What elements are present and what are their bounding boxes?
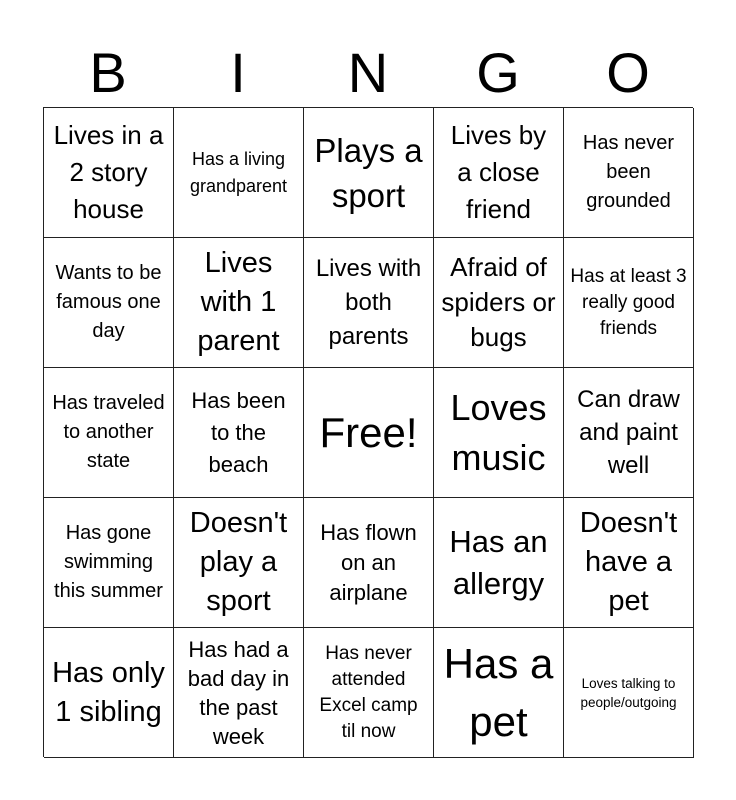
bingo-cell free-space[interactable] — [304, 368, 434, 498]
cell-text: Has only 1 sibling — [52, 656, 165, 728]
bingo-cell[interactable] — [174, 108, 304, 238]
cell-text: Has never been grounded — [582, 132, 675, 212]
bingo-cell[interactable] — [44, 108, 174, 238]
cell-text: Has an allergy — [449, 523, 548, 601]
cell-text: Plays a sport — [314, 131, 423, 214]
cell-text: Has flown on an airplane — [320, 519, 417, 605]
bingo-cell[interactable] — [434, 238, 564, 368]
bingo-cell[interactable] — [44, 238, 174, 368]
bingo-cell[interactable] — [434, 628, 564, 758]
bingo-cell[interactable] — [434, 368, 564, 498]
cell-text: Has a pet — [443, 639, 554, 745]
cell-text: Lives with 1 parent — [197, 247, 280, 357]
cell-text: Has had a bad day in the past week — [187, 636, 290, 749]
cell-text: Has been to the beach — [191, 387, 286, 477]
cell-text: Has gone swimming this summer — [54, 522, 163, 602]
cell-text: Doesn't have a pet — [579, 507, 678, 617]
bingo-cell[interactable] — [44, 628, 174, 758]
header-letter-i: I — [230, 41, 246, 104]
cell-text: Lives with both parents — [315, 254, 422, 350]
bingo-cell[interactable] — [44, 498, 174, 628]
bingo-cell[interactable] — [434, 498, 564, 628]
header-letter-g: G — [476, 41, 520, 104]
cell-text: Loves music — [450, 386, 547, 478]
cell-text: Afraid of spiders or bugs — [441, 252, 556, 352]
bingo-cell[interactable] — [564, 628, 694, 758]
bingo-cell[interactable] — [564, 108, 694, 238]
cell-text: Lives by a close friend — [450, 120, 547, 224]
cell-text: Has a living grandparent — [189, 148, 288, 196]
bingo-cell[interactable] — [304, 108, 434, 238]
cell-text: Has traveled to another state — [52, 392, 165, 472]
bingo-cell[interactable] — [174, 238, 304, 368]
cell-text: Lives in a 2 story house — [53, 120, 164, 224]
header-letter-n: N — [347, 41, 389, 104]
bingo-cell[interactable] — [174, 628, 304, 758]
bingo-card-grid — [43, 107, 693, 757]
bingo-cell[interactable] — [44, 368, 174, 498]
bingo-cell[interactable] — [174, 368, 304, 498]
bingo-cell[interactable] — [564, 498, 694, 628]
bingo-cell[interactable] — [304, 628, 434, 758]
bingo-cell[interactable] — [434, 108, 564, 238]
free-space-text: Free! — [319, 408, 418, 456]
bingo-cell[interactable] — [304, 498, 434, 628]
cell-text: Has never attended Excel camp til now — [319, 642, 418, 742]
cell-text: Wants to be famous one day — [55, 262, 162, 342]
header-letter-b: B — [89, 41, 127, 104]
cell-text: Has at least 3 really good friends — [570, 265, 687, 339]
bingo-cell[interactable] — [564, 238, 694, 368]
cell-text: Doesn't play a sport — [189, 507, 288, 617]
bingo-cell[interactable] — [304, 238, 434, 368]
bingo-cell[interactable] — [174, 498, 304, 628]
header-letter-o: O — [606, 41, 650, 104]
bingo-cell[interactable] — [564, 368, 694, 498]
cell-text: Loves talking to people/outgoing — [580, 675, 677, 710]
cell-text: Can draw and paint well — [577, 386, 680, 479]
bingo-header — [43, 40, 693, 106]
